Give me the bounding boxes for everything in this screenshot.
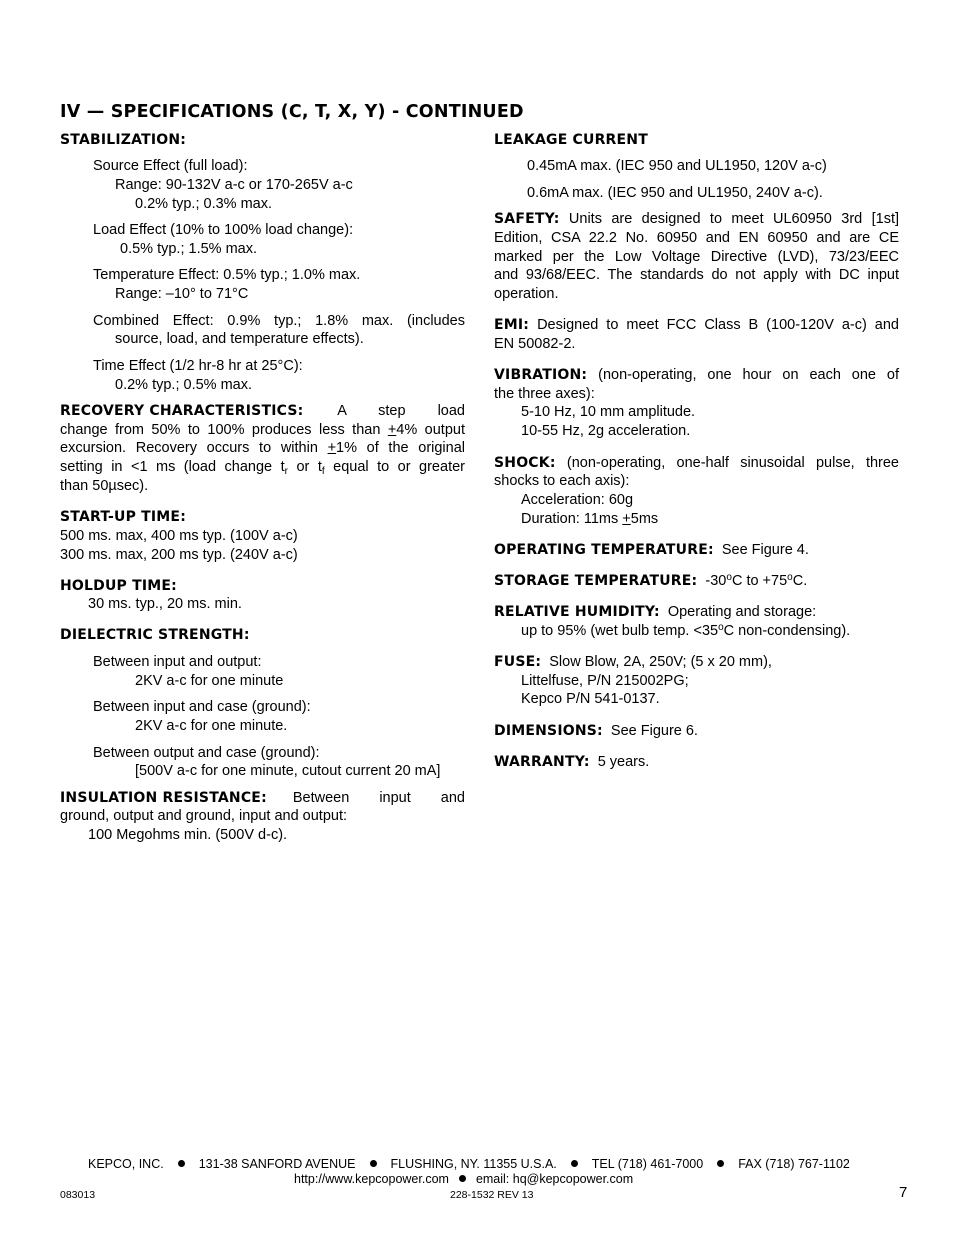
leakage-heading: LEAKAGE CURRENT bbox=[494, 132, 648, 148]
shock-text-1: (non-operating, one-half sinusoidal pulse, three bbox=[566, 455, 899, 471]
bullet-icon bbox=[370, 1160, 377, 1167]
safety-line5: operation. bbox=[494, 286, 559, 302]
humidity-heading: RELATIVE HUMIDITY: bbox=[494, 604, 660, 620]
time-typ: 0.2% typ.; 0.5% max. bbox=[115, 377, 253, 393]
recovery-line3 bbox=[60, 439, 465, 457]
recovery-text-4c: equal to or greater bbox=[324, 459, 465, 475]
input-case-label: Between input and case (ground): bbox=[93, 699, 311, 715]
bullet-icon bbox=[571, 1160, 578, 1167]
shock-line3: Acceleration: 60g bbox=[521, 492, 634, 508]
fuse-line3: Kepco P/N 541-0137. bbox=[521, 691, 660, 707]
bullet-icon bbox=[178, 1160, 185, 1167]
footer-city: FLUSHING, NY. 11355 U.S.A. bbox=[390, 1157, 557, 1171]
load-effect: Load Effect (10% to 100% load change): bbox=[93, 222, 354, 238]
plus-minus: + bbox=[327, 440, 337, 456]
bullet-icon bbox=[459, 1175, 466, 1182]
bullet-icon bbox=[717, 1160, 724, 1167]
shock-line1 bbox=[494, 454, 899, 472]
startup-line2: 300 ms. max, 200 ms typ. (240V a-c) bbox=[60, 547, 298, 563]
vibration-line3: 5-10 Hz, 10 mm amplitude. bbox=[521, 404, 696, 420]
insulation-line2: ground, output and ground, input and output: bbox=[60, 808, 348, 824]
footer-email-link[interactable]: email: hq@kepcopower.com bbox=[475, 1172, 634, 1186]
temperature-range: Range: –10° to 71°C bbox=[115, 286, 249, 302]
operating-temperature-heading: OPERATING TEMPERATURE: bbox=[494, 542, 714, 558]
combined-effect-line1: Combined Effect: 0.9% typ.; 1.8% max. (includes bbox=[93, 313, 465, 329]
shock-line4 bbox=[521, 510, 658, 528]
shock-heading: SHOCK: bbox=[494, 455, 556, 471]
operating-temperature bbox=[494, 541, 809, 559]
safety-line3: marked per the Low Voltage Directive (LVD), 73/23/EEC bbox=[494, 249, 899, 265]
humidity-text-2a: up to 95% (wet bulb temp. <35 bbox=[521, 623, 719, 639]
emi-text-1: Designed to meet FCC Class B (100-120V a-c) and bbox=[537, 317, 899, 333]
source-effect: Source Effect (full load): bbox=[93, 158, 248, 174]
page-title: IV — SPECIFICATIONS (C, T, X, Y) - CONTINUED bbox=[60, 102, 524, 122]
recovery-line1 bbox=[60, 402, 465, 420]
vibration-line4: 10-55 Hz, 2g acceleration. bbox=[521, 423, 691, 439]
plus-minus: + bbox=[622, 511, 631, 527]
recovery-line5: than 50µsec). bbox=[60, 478, 149, 494]
vibration-text-1: (non-operating, one hour on each one of bbox=[598, 367, 900, 383]
input-output-value: 2KV a-c for one minute bbox=[135, 673, 284, 689]
stabilization-heading: STABILIZATION: bbox=[60, 132, 187, 148]
page-number: 7 bbox=[899, 1184, 908, 1201]
storage-temp-b: C to +75 bbox=[731, 573, 788, 589]
dielectric-heading: DIELECTRIC STRENGTH: bbox=[60, 627, 250, 643]
shock-line2: shocks to each axis): bbox=[494, 473, 630, 489]
fuse-heading: FUSE: bbox=[494, 654, 542, 670]
footer-web-link[interactable]: http://www.kepcopower.com bbox=[294, 1172, 449, 1186]
storage-temp-a: -30 bbox=[705, 573, 727, 589]
holdup-heading: HOLDUP TIME: bbox=[60, 578, 177, 594]
holdup-line1: 30 ms. typ., 20 ms. min. bbox=[88, 596, 242, 612]
recovery-text-4a: setting in <1 ms (load change t bbox=[60, 459, 285, 475]
recovery-text-3a: excursion. Recovery occurs to within bbox=[60, 440, 328, 456]
input-case-value: 2KV a-c for one minute. bbox=[135, 718, 288, 734]
temperature-effect: Temperature Effect: 0.5% typ.; 1.0% max. bbox=[93, 267, 361, 283]
insulation-heading: INSULATION RESISTANCE: bbox=[60, 790, 267, 806]
vibration-line1 bbox=[494, 366, 899, 384]
startup-line1: 500 ms. max, 400 ms typ. (100V a-c) bbox=[60, 528, 298, 544]
insulation-line3: 100 Megohms min. (500V d-c). bbox=[88, 827, 288, 843]
warranty-value: 5 years. bbox=[597, 754, 650, 770]
leakage-line1: 0.45mA max. (IEC 950 and UL1950, 120V a-c) bbox=[527, 158, 827, 174]
warranty-heading: WARRANTY: bbox=[494, 754, 590, 770]
storage-temperature-heading: STORAGE TEMPERATURE: bbox=[494, 573, 698, 589]
recovery-text-2a: change from 50% to 100% produces less than bbox=[60, 422, 388, 438]
dimensions-value: See Figure 6. bbox=[610, 723, 698, 739]
footer-date-code: 083013 bbox=[60, 1189, 96, 1201]
vibration-heading: VIBRATION: bbox=[494, 367, 588, 383]
operating-temperature-value: See Figure 4. bbox=[721, 542, 809, 558]
safety-line4: and 93/68/EEC. The standards do not apply with DC input bbox=[494, 267, 899, 283]
emi-heading: EMI: bbox=[494, 317, 530, 333]
insulation-text-1: Between input and bbox=[292, 790, 465, 806]
footer-fax: FAX (718) 767-1102 bbox=[738, 1157, 850, 1171]
fuse-line2: Littelfuse, P/N 215002PG; bbox=[521, 673, 689, 689]
output-case-value: [500V a-c for one minute, cutout current 20 mA] bbox=[135, 763, 441, 779]
shock-text-4a: Duration: 11ms bbox=[521, 511, 623, 527]
footer-contact-line bbox=[88, 1157, 850, 1171]
fuse-text-1: Slow Blow, 2A, 250V; (5 x 20 mm), bbox=[549, 654, 772, 670]
recovery-heading: RECOVERY CHARACTERISTICS: bbox=[60, 403, 304, 419]
recovery-text-3b: 1% of the original bbox=[336, 440, 466, 456]
recovery-text-2b: 4% output bbox=[396, 422, 465, 438]
recovery-text-4b: or t bbox=[287, 459, 322, 475]
leakage-line2: 0.6mA max. (IEC 950 and UL1950, 240V a-c). bbox=[527, 185, 823, 201]
storage-temperature bbox=[494, 572, 807, 590]
source-range: Range: 90-132V a-c or 170-265V a-c bbox=[115, 177, 353, 193]
dimensions bbox=[494, 722, 698, 740]
humidity-line1 bbox=[494, 603, 816, 621]
humidity-line2 bbox=[521, 622, 850, 640]
recovery-text-1: A step load bbox=[337, 403, 465, 419]
time-effect: Time Effect (1/2 hr-8 hr at 25°C): bbox=[93, 358, 303, 374]
insulation-line1 bbox=[60, 789, 465, 807]
shock-text-4b: 5ms bbox=[630, 511, 659, 527]
footer-address: 131-38 SANFORD AVENUE bbox=[198, 1157, 356, 1171]
vibration-line2: the three axes): bbox=[494, 386, 595, 402]
recovery-line2 bbox=[60, 421, 465, 439]
degree-sup: o bbox=[726, 572, 732, 583]
dimensions-heading: DIMENSIONS: bbox=[494, 723, 603, 739]
warranty bbox=[494, 753, 649, 771]
load-typ: 0.5% typ.; 1.5% max. bbox=[120, 241, 258, 257]
safety-text-1: Units are designed to meet UL60950 3rd [1st] bbox=[568, 211, 899, 227]
output-case-label: Between output and case (ground): bbox=[93, 745, 320, 761]
degree-sup: o bbox=[787, 572, 793, 583]
fuse-line1 bbox=[494, 653, 772, 671]
footer-doc-number: 228-1532 REV 13 bbox=[450, 1189, 534, 1201]
plus-minus: + bbox=[387, 422, 397, 438]
humidity-text-1: Operating and storage: bbox=[667, 604, 817, 620]
subscript-r: r bbox=[284, 466, 288, 477]
startup-heading: START-UP TIME: bbox=[60, 509, 186, 525]
footer-tel: TEL (718) 461-7000 bbox=[591, 1157, 704, 1171]
combined-effect-line2: source, load, and temperature effects). bbox=[115, 331, 364, 347]
safety-line1 bbox=[494, 210, 899, 228]
input-output-label: Between input and output: bbox=[93, 654, 262, 670]
degree-sup: o bbox=[718, 622, 724, 633]
source-typ: 0.2% typ.; 0.3% max. bbox=[135, 196, 273, 212]
emi-line1 bbox=[494, 316, 899, 334]
footer-company: KEPCO, INC. bbox=[88, 1157, 164, 1171]
recovery-line4 bbox=[60, 458, 465, 476]
footer-web-line bbox=[294, 1172, 633, 1186]
safety-heading: SAFETY: bbox=[494, 211, 560, 227]
humidity-text-2b: C non-condensing). bbox=[723, 623, 851, 639]
subscript-f: f bbox=[321, 466, 325, 477]
emi-line2: EN 50082-2. bbox=[494, 336, 576, 352]
storage-temp-c: C. bbox=[792, 573, 808, 589]
safety-line2: Edition, CSA 22.2 No. 60950 and EN 60950 and are CE bbox=[494, 230, 899, 246]
